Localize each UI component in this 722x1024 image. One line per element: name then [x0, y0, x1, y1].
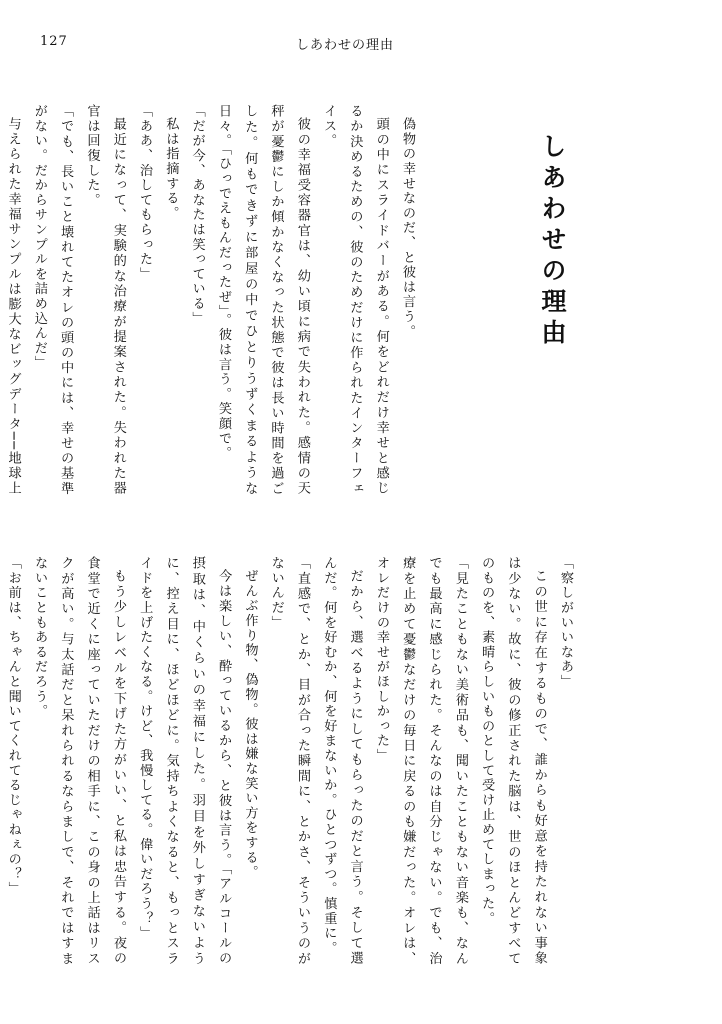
- text-block-top: [5, 104, 420, 496]
- running-title: しあわせの理由: [296, 38, 395, 53]
- paragraph: 今は楽しい、酔っているから、と彼は言う。「アルコールの摂取は、中くらいの幸福にした。羽目を外しすぎないように、控え目に、ほどほどに。気持ちよくなると、もっとスライドを上げたくなる。けど、我慢してる。偉いだろう？」: [137, 556, 232, 966]
- paragraph: この世に存在するもので、誰からも好意を持たれない事象は少ない。故に、彼の修正された脳は、世のほとんどすべてのものを、素晴らしいものとして受け止めてしまった。: [479, 556, 547, 966]
- paragraph: 彼の幸福受容器官は、幼い頃に病で失われた。感情の天秤が憂鬱にしか傾かなくなった状態で彼は長い時間を過ごした。何もできずに部屋の中でひとりうずくまるような日々。「ひっでえもんだったぜ」。彼は言う。笑顔で。: [215, 104, 310, 496]
- paragraph: 「でも、長いこと壊れてたオレの頭の中には、幸せの基準がない。だからサンプルを詰め込んだ」: [31, 104, 74, 496]
- paragraph: もう少しレベルを下げた方がいい、と私は忠告する。夜の食堂で近くに座っていただけの相手に、この身の上話はリスクが高い。与太話だと呆れられるならましで、それではすまないこともあるだろう。: [32, 556, 126, 966]
- paragraph: 「直感で、とか、目が合った瞬間に、とかさ、そういうのがないんだ」: [268, 556, 311, 966]
- paragraph: ぜんぶ作り物、偽物。彼は嫌な笑い方をする。: [242, 569, 258, 880]
- paragraph: 「お前は、ちゃんと聞いてくれてるじゃねぇの？」: [5, 556, 21, 897]
- paragraph: 私は指摘する。: [163, 117, 179, 221]
- paragraph: 「だが今、あなたは笑っている」: [189, 104, 205, 326]
- paragraph: 最近になって、実験的な治療が提案された。失われた器官は回復した。: [84, 104, 126, 496]
- paragraph: だから、選べるようにしてもらったのだと言う。そして選んだ。何を好むか、何を好まないか。ひとつずつ。慎重に。: [321, 556, 363, 966]
- paragraph: 「見たこともない美術品も、聞いたこともない音楽も、なんでも最高に感じられた。そんなのは自分じゃない。でも、治療を止めて憂鬱なだけの毎日に戻るのも嫌だった。オレは、オレだけの幸せがほしかった」: [373, 556, 468, 966]
- paragraph: 「ああ、治してもらった」: [137, 104, 153, 282]
- paragraph: 頭の中にスライドバーがある。何をどれだけ幸せと感じるか決めるための、彼のためだけに作られたインターフェイス。: [321, 104, 389, 496]
- page-number: 127: [40, 34, 68, 49]
- paragraph: 偽物の幸せなのだ、と彼は言う。: [400, 117, 415, 340]
- paragraph: 与えられた幸福サンプルは膨大なビッグデータ──地球上: [5, 117, 21, 496]
- story-title: しあわせの理由: [538, 133, 567, 350]
- paragraph: 「察しがいいなあ」: [558, 556, 573, 690]
- text-block-bottom: [5, 556, 578, 966]
